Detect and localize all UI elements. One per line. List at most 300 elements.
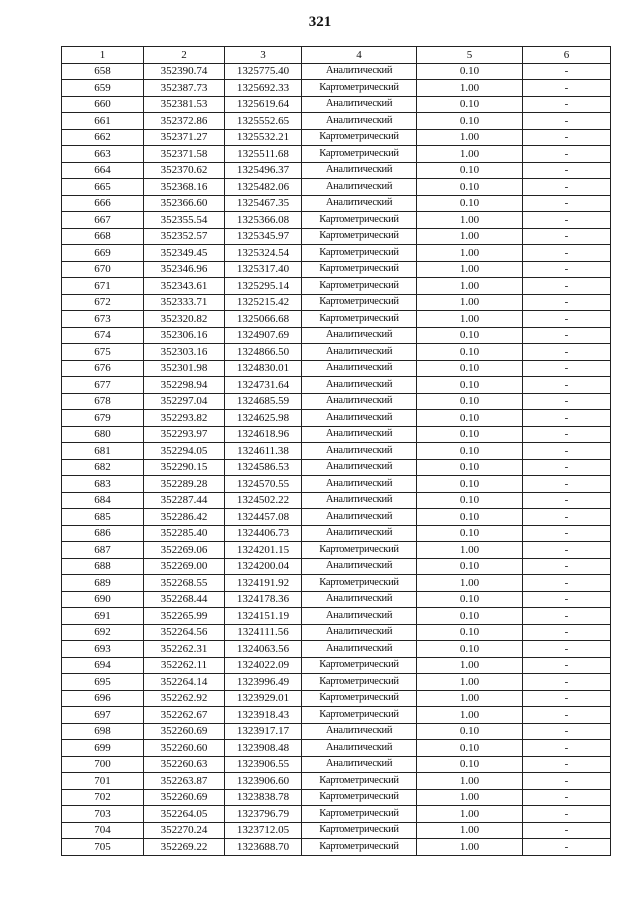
method-cell: Картометрический: [302, 542, 417, 559]
accuracy-cell: 0.10: [417, 641, 523, 658]
y-coordinate-cell: 1325215.42: [225, 294, 302, 311]
point-number-cell: 698: [62, 723, 144, 740]
table-row: [62, 773, 611, 790]
accuracy-cell: 0.10: [417, 525, 523, 542]
method-cell: Аналитический: [302, 509, 417, 526]
accuracy-cell: 0.10: [417, 162, 523, 179]
x-coordinate-cell: 352270.24: [144, 822, 225, 839]
accuracy-cell: 1.00: [417, 657, 523, 674]
x-coordinate-cell: 352264.05: [144, 806, 225, 823]
note-cell: -: [523, 228, 611, 245]
method-cell: Аналитический: [302, 525, 417, 542]
y-coordinate-cell: 1323688.70: [225, 839, 302, 856]
note-cell: -: [523, 525, 611, 542]
table-row: [62, 707, 611, 724]
y-coordinate-cell: 1324457.08: [225, 509, 302, 526]
table-row: [62, 195, 611, 212]
accuracy-cell: 0.10: [417, 327, 523, 344]
x-coordinate-cell: 352262.67: [144, 707, 225, 724]
method-cell: Картометрический: [302, 773, 417, 790]
y-coordinate-cell: 1324685.59: [225, 393, 302, 410]
note-cell: -: [523, 212, 611, 229]
point-number-cell: 683: [62, 476, 144, 493]
point-number-cell: 674: [62, 327, 144, 344]
note-cell: -: [523, 327, 611, 344]
x-coordinate-cell: 352301.98: [144, 360, 225, 377]
accuracy-cell: 1.00: [417, 839, 523, 856]
point-number-cell: 681: [62, 443, 144, 460]
point-number-cell: 692: [62, 624, 144, 641]
accuracy-cell: 0.10: [417, 492, 523, 509]
accuracy-cell: 1.00: [417, 690, 523, 707]
note-cell: -: [523, 641, 611, 658]
method-cell: Картометрический: [302, 690, 417, 707]
method-cell: Аналитический: [302, 723, 417, 740]
y-coordinate-cell: 1325496.37: [225, 162, 302, 179]
y-coordinate-cell: 1323838.78: [225, 789, 302, 806]
table-row: [62, 327, 611, 344]
method-cell: Картометрический: [302, 657, 417, 674]
point-number-cell: 685: [62, 509, 144, 526]
accuracy-cell: 0.10: [417, 608, 523, 625]
note-cell: -: [523, 261, 611, 278]
method-cell: Аналитический: [302, 377, 417, 394]
method-cell: Аналитический: [302, 393, 417, 410]
note-cell: -: [523, 344, 611, 361]
table-row: [62, 245, 611, 262]
point-number-cell: 666: [62, 195, 144, 212]
table-row: [62, 426, 611, 443]
page-number: 321: [308, 14, 332, 30]
note-cell: -: [523, 591, 611, 608]
accuracy-cell: 0.10: [417, 63, 523, 80]
point-number-cell: 699: [62, 740, 144, 757]
accuracy-cell: 0.10: [417, 360, 523, 377]
x-coordinate-cell: 352268.44: [144, 591, 225, 608]
method-cell: Картометрический: [302, 311, 417, 328]
table-row: [62, 146, 611, 163]
accuracy-cell: 1.00: [417, 806, 523, 823]
accuracy-cell: 1.00: [417, 228, 523, 245]
method-cell: Картометрический: [302, 228, 417, 245]
point-number-cell: 688: [62, 558, 144, 575]
table-row: [62, 80, 611, 97]
x-coordinate-cell: 352387.73: [144, 80, 225, 97]
note-cell: -: [523, 707, 611, 724]
note-cell: -: [523, 789, 611, 806]
x-coordinate-cell: 352372.86: [144, 113, 225, 130]
point-number-cell: 670: [62, 261, 144, 278]
note-cell: -: [523, 179, 611, 196]
method-cell: Аналитический: [302, 63, 417, 80]
x-coordinate-cell: 352264.14: [144, 674, 225, 691]
x-coordinate-cell: 352346.96: [144, 261, 225, 278]
note-cell: -: [523, 146, 611, 163]
y-coordinate-cell: 1324611.38: [225, 443, 302, 460]
note-cell: -: [523, 278, 611, 295]
x-coordinate-cell: 352265.99: [144, 608, 225, 625]
table-row: [62, 162, 611, 179]
table-row: [62, 723, 611, 740]
x-coordinate-cell: 352390.74: [144, 63, 225, 80]
method-cell: Аналитический: [302, 327, 417, 344]
y-coordinate-cell: 1324200.04: [225, 558, 302, 575]
table-row: [62, 261, 611, 278]
table-row: [62, 740, 611, 757]
y-coordinate-cell: 1325467.35: [225, 195, 302, 212]
method-cell: Аналитический: [302, 476, 417, 493]
y-coordinate-cell: 1323917.17: [225, 723, 302, 740]
method-cell: Картометрический: [302, 575, 417, 592]
y-coordinate-cell: 1323906.55: [225, 756, 302, 773]
point-number-cell: 667: [62, 212, 144, 229]
point-number-cell: 696: [62, 690, 144, 707]
point-number-cell: 669: [62, 245, 144, 262]
accuracy-cell: 1.00: [417, 212, 523, 229]
method-cell: Аналитический: [302, 195, 417, 212]
method-cell: Картометрический: [302, 261, 417, 278]
x-coordinate-cell: 352262.92: [144, 690, 225, 707]
y-coordinate-cell: 1325066.68: [225, 311, 302, 328]
x-coordinate-cell: 352286.42: [144, 509, 225, 526]
table-row: [62, 575, 611, 592]
method-cell: Картометрический: [302, 294, 417, 311]
x-coordinate-cell: 352320.82: [144, 311, 225, 328]
y-coordinate-cell: 1325692.33: [225, 80, 302, 97]
table-row: [62, 410, 611, 427]
x-coordinate-cell: 352352.57: [144, 228, 225, 245]
table-header: [62, 47, 611, 64]
note-cell: -: [523, 80, 611, 97]
point-number-cell: 664: [62, 162, 144, 179]
method-cell: Картометрический: [302, 212, 417, 229]
note-cell: -: [523, 129, 611, 146]
point-number-cell: 694: [62, 657, 144, 674]
accuracy-cell: 0.10: [417, 393, 523, 410]
x-coordinate-cell: 352263.87: [144, 773, 225, 790]
x-coordinate-cell: 352269.06: [144, 542, 225, 559]
table-row: [62, 63, 611, 80]
x-coordinate-cell: 352343.61: [144, 278, 225, 295]
note-cell: -: [523, 492, 611, 509]
accuracy-cell: 1.00: [417, 129, 523, 146]
note-cell: -: [523, 96, 611, 113]
y-coordinate-cell: 1323906.60: [225, 773, 302, 790]
x-coordinate-cell: 352260.69: [144, 789, 225, 806]
note-cell: -: [523, 476, 611, 493]
y-coordinate-cell: 1325552.65: [225, 113, 302, 130]
note-cell: -: [523, 426, 611, 443]
accuracy-cell: 0.10: [417, 410, 523, 427]
table-row: [62, 657, 611, 674]
point-number-cell: 701: [62, 773, 144, 790]
accuracy-cell: 0.10: [417, 509, 523, 526]
note-cell: -: [523, 558, 611, 575]
point-number-cell: 690: [62, 591, 144, 608]
note-cell: -: [523, 756, 611, 773]
y-coordinate-cell: 1324502.22: [225, 492, 302, 509]
table-row: [62, 443, 611, 460]
y-coordinate-cell: 1325511.68: [225, 146, 302, 163]
x-coordinate-cell: 352287.44: [144, 492, 225, 509]
y-coordinate-cell: 1325317.40: [225, 261, 302, 278]
y-coordinate-cell: 1324731.64: [225, 377, 302, 394]
accuracy-cell: 1.00: [417, 674, 523, 691]
note-cell: -: [523, 294, 611, 311]
table-row: [62, 641, 611, 658]
accuracy-cell: 1.00: [417, 575, 523, 592]
y-coordinate-cell: 1324907.69: [225, 327, 302, 344]
method-cell: Аналитический: [302, 492, 417, 509]
point-number-cell: 658: [62, 63, 144, 80]
accuracy-cell: 0.10: [417, 443, 523, 460]
note-cell: -: [523, 63, 611, 80]
method-cell: Картометрический: [302, 129, 417, 146]
accuracy-cell: 0.10: [417, 195, 523, 212]
x-coordinate-cell: 352381.53: [144, 96, 225, 113]
point-number-cell: 676: [62, 360, 144, 377]
y-coordinate-cell: 1324866.50: [225, 344, 302, 361]
x-coordinate-cell: 352262.31: [144, 641, 225, 658]
x-coordinate-cell: 352298.94: [144, 377, 225, 394]
point-number-cell: 677: [62, 377, 144, 394]
y-coordinate-cell: 1324063.56: [225, 641, 302, 658]
accuracy-cell: 1.00: [417, 311, 523, 328]
accuracy-cell: 0.10: [417, 756, 523, 773]
x-coordinate-cell: 352264.56: [144, 624, 225, 641]
accuracy-cell: 1.00: [417, 773, 523, 790]
table-row: [62, 839, 611, 856]
table-row: [62, 129, 611, 146]
table-row: [62, 113, 611, 130]
accuracy-cell: 1.00: [417, 261, 523, 278]
x-coordinate-cell: 352333.71: [144, 294, 225, 311]
accuracy-cell: 0.10: [417, 476, 523, 493]
note-cell: -: [523, 839, 611, 856]
point-number-cell: 703: [62, 806, 144, 823]
accuracy-cell: 0.10: [417, 459, 523, 476]
point-number-cell: 665: [62, 179, 144, 196]
table-row: [62, 690, 611, 707]
accuracy-cell: 1.00: [417, 146, 523, 163]
note-cell: -: [523, 245, 611, 262]
y-coordinate-cell: 1325775.40: [225, 63, 302, 80]
method-cell: Аналитический: [302, 162, 417, 179]
accuracy-cell: 0.10: [417, 591, 523, 608]
table-row: [62, 608, 611, 625]
method-cell: Аналитический: [302, 591, 417, 608]
method-cell: Аналитический: [302, 641, 417, 658]
note-cell: -: [523, 608, 611, 625]
table-row: [62, 212, 611, 229]
note-cell: -: [523, 311, 611, 328]
accuracy-cell: 0.10: [417, 624, 523, 641]
y-coordinate-cell: 1324191.92: [225, 575, 302, 592]
header-cell-2: 2: [144, 47, 225, 64]
note-cell: -: [523, 509, 611, 526]
method-cell: Аналитический: [302, 179, 417, 196]
point-number-cell: 680: [62, 426, 144, 443]
method-cell: Аналитический: [302, 624, 417, 641]
method-cell: Аналитический: [302, 360, 417, 377]
accuracy-cell: 1.00: [417, 80, 523, 97]
method-cell: Аналитический: [302, 740, 417, 757]
method-cell: Аналитический: [302, 410, 417, 427]
method-cell: Аналитический: [302, 443, 417, 460]
accuracy-cell: 0.10: [417, 740, 523, 757]
y-coordinate-cell: 1325482.06: [225, 179, 302, 196]
method-cell: Картометрический: [302, 674, 417, 691]
header-cell-4: 4: [302, 47, 417, 64]
note-cell: -: [523, 377, 611, 394]
accuracy-cell: 0.10: [417, 723, 523, 740]
x-coordinate-cell: 352268.55: [144, 575, 225, 592]
note-cell: -: [523, 723, 611, 740]
note-cell: -: [523, 410, 611, 427]
note-cell: -: [523, 393, 611, 410]
note-cell: -: [523, 443, 611, 460]
method-cell: Картометрический: [302, 806, 417, 823]
table-row: [62, 591, 611, 608]
x-coordinate-cell: 352269.22: [144, 839, 225, 856]
note-cell: -: [523, 195, 611, 212]
point-number-cell: 673: [62, 311, 144, 328]
table-row: [62, 96, 611, 113]
x-coordinate-cell: 352293.97: [144, 426, 225, 443]
y-coordinate-cell: 1325619.64: [225, 96, 302, 113]
y-coordinate-cell: 1324201.15: [225, 542, 302, 559]
note-cell: -: [523, 773, 611, 790]
table-row: [62, 377, 611, 394]
point-number-cell: 678: [62, 393, 144, 410]
x-coordinate-cell: 352371.58: [144, 146, 225, 163]
point-number-cell: 672: [62, 294, 144, 311]
x-coordinate-cell: 352366.60: [144, 195, 225, 212]
point-number-cell: 702: [62, 789, 144, 806]
method-cell: Аналитический: [302, 344, 417, 361]
point-number-cell: 662: [62, 129, 144, 146]
point-number-cell: 663: [62, 146, 144, 163]
y-coordinate-cell: 1324151.19: [225, 608, 302, 625]
y-coordinate-cell: 1325532.21: [225, 129, 302, 146]
y-coordinate-cell: 1323918.43: [225, 707, 302, 724]
method-cell: Аналитический: [302, 756, 417, 773]
point-number-cell: 689: [62, 575, 144, 592]
accuracy-cell: 0.10: [417, 344, 523, 361]
note-cell: -: [523, 162, 611, 179]
y-coordinate-cell: 1324570.55: [225, 476, 302, 493]
table-row: [62, 228, 611, 245]
table-row: [62, 311, 611, 328]
table-row: [62, 525, 611, 542]
method-cell: Картометрический: [302, 80, 417, 97]
y-coordinate-cell: 1325295.14: [225, 278, 302, 295]
method-cell: Аналитический: [302, 113, 417, 130]
y-coordinate-cell: 1325366.08: [225, 212, 302, 229]
header-cell-5: 5: [417, 47, 523, 64]
table-row: [62, 542, 611, 559]
table-row: [62, 278, 611, 295]
table-row: [62, 558, 611, 575]
x-coordinate-cell: 352303.16: [144, 344, 225, 361]
method-cell: Картометрический: [302, 707, 417, 724]
table-row: [62, 822, 611, 839]
y-coordinate-cell: 1324618.96: [225, 426, 302, 443]
note-cell: -: [523, 575, 611, 592]
x-coordinate-cell: 352262.11: [144, 657, 225, 674]
table-row: [62, 459, 611, 476]
table-row: [62, 179, 611, 196]
table-row: [62, 360, 611, 377]
note-cell: -: [523, 459, 611, 476]
x-coordinate-cell: 352371.27: [144, 129, 225, 146]
y-coordinate-cell: 1323712.05: [225, 822, 302, 839]
x-coordinate-cell: 352294.05: [144, 443, 225, 460]
x-coordinate-cell: 352370.62: [144, 162, 225, 179]
method-cell: Картометрический: [302, 245, 417, 262]
accuracy-cell: 1.00: [417, 542, 523, 559]
point-number-cell: 682: [62, 459, 144, 476]
table-row: [62, 476, 611, 493]
table-row: [62, 509, 611, 526]
table-row: [62, 294, 611, 311]
x-coordinate-cell: 352306.16: [144, 327, 225, 344]
point-number-cell: 659: [62, 80, 144, 97]
point-number-cell: 705: [62, 839, 144, 856]
x-coordinate-cell: 352297.04: [144, 393, 225, 410]
x-coordinate-cell: 352289.28: [144, 476, 225, 493]
accuracy-cell: 1.00: [417, 707, 523, 724]
point-number-cell: 671: [62, 278, 144, 295]
table-row: [62, 624, 611, 641]
y-coordinate-cell: 1323908.48: [225, 740, 302, 757]
x-coordinate-cell: 352260.60: [144, 740, 225, 757]
accuracy-cell: 1.00: [417, 789, 523, 806]
note-cell: -: [523, 690, 611, 707]
table-row: [62, 789, 611, 806]
x-coordinate-cell: 352285.40: [144, 525, 225, 542]
header-cell-3: 3: [225, 47, 302, 64]
method-cell: Аналитический: [302, 558, 417, 575]
accuracy-cell: 0.10: [417, 558, 523, 575]
accuracy-cell: 0.10: [417, 377, 523, 394]
point-number-cell: 684: [62, 492, 144, 509]
method-cell: Картометрический: [302, 822, 417, 839]
accuracy-cell: 0.10: [417, 179, 523, 196]
y-coordinate-cell: 1325324.54: [225, 245, 302, 262]
header-cell-6: 6: [523, 47, 611, 64]
note-cell: -: [523, 542, 611, 559]
point-number-cell: 695: [62, 674, 144, 691]
note-cell: -: [523, 624, 611, 641]
note-cell: -: [523, 674, 611, 691]
table-row: [62, 393, 611, 410]
accuracy-cell: 1.00: [417, 294, 523, 311]
y-coordinate-cell: 1324830.01: [225, 360, 302, 377]
note-cell: -: [523, 360, 611, 377]
table-row: [62, 492, 611, 509]
note-cell: -: [523, 822, 611, 839]
x-coordinate-cell: 352293.82: [144, 410, 225, 427]
coordinates-table: [61, 46, 611, 856]
point-number-cell: 660: [62, 96, 144, 113]
y-coordinate-cell: 1324022.09: [225, 657, 302, 674]
point-number-cell: 691: [62, 608, 144, 625]
method-cell: Аналитический: [302, 426, 417, 443]
table-row: [62, 756, 611, 773]
x-coordinate-cell: 352355.54: [144, 212, 225, 229]
accuracy-cell: 1.00: [417, 822, 523, 839]
